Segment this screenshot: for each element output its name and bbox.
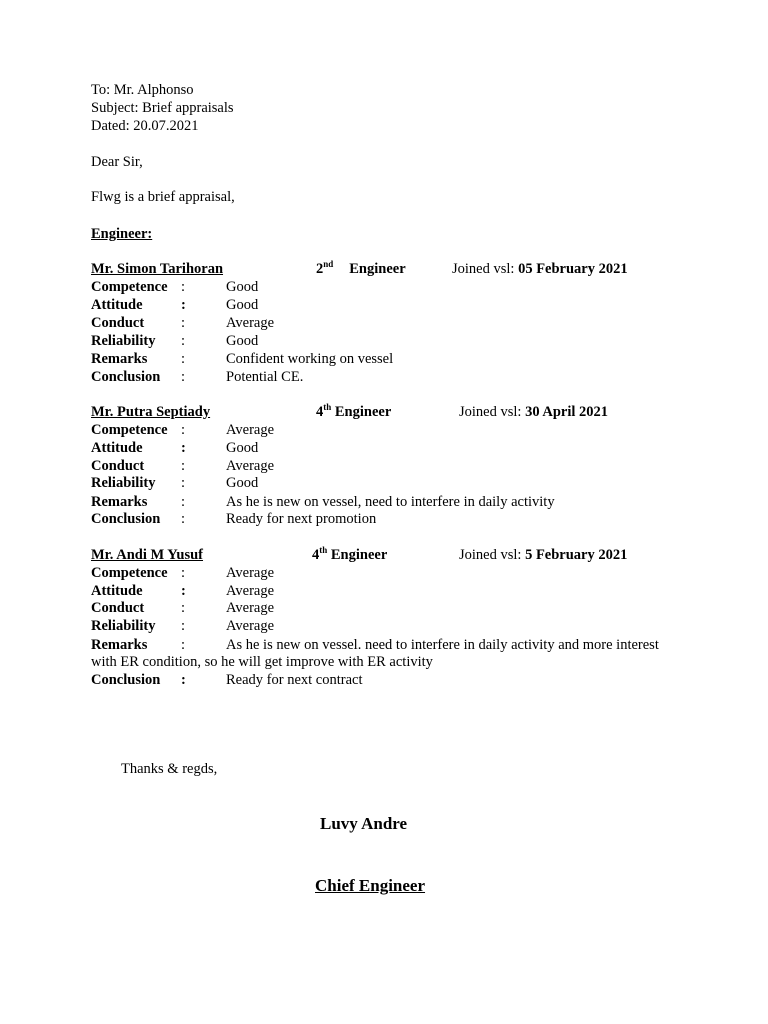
engineer-3-reliability: Average xyxy=(226,618,275,634)
colon: : xyxy=(181,458,186,474)
remarks-label: Remarks xyxy=(91,637,148,653)
remarks-label: Remarks xyxy=(91,494,148,510)
colon: : xyxy=(181,422,186,438)
engineer-1-rank: 2nd Engineer xyxy=(316,259,406,277)
engineer-1-conduct: Average xyxy=(226,315,275,331)
engineer-1-competence: Good xyxy=(226,279,259,295)
colon: : xyxy=(181,297,186,313)
competence-label: Competence xyxy=(91,279,168,295)
competence-label: Competence xyxy=(91,422,168,438)
colon: : xyxy=(181,440,186,456)
colon: : xyxy=(181,637,186,653)
engineer-2-remarks: As he is new on vessel, need to interfere in daily activity xyxy=(226,494,555,510)
colon: : xyxy=(181,511,186,527)
engineer-3-remarks-continued: with ER condition, so he will get improve with ER activity xyxy=(91,654,433,670)
colon: : xyxy=(181,315,186,331)
engineer-2-rank: 4th Engineer xyxy=(316,402,392,420)
colon: : xyxy=(181,333,186,349)
salutation: Dear Sir, xyxy=(91,154,143,170)
engineer-1-attitude: Good xyxy=(226,297,259,313)
colon: : xyxy=(181,369,186,385)
competence-label: Competence xyxy=(91,565,168,581)
colon: : xyxy=(181,565,186,581)
colon: : xyxy=(181,583,186,599)
engineer-2-conclusion: Ready for next promotion xyxy=(226,511,377,527)
conduct-label: Conduct xyxy=(91,600,145,616)
reliability-label: Reliability xyxy=(91,618,156,634)
signature-name: Luvy Andre xyxy=(320,814,408,833)
date-line: Dated: 20.07.2021 xyxy=(91,118,199,134)
engineer-2-conduct: Average xyxy=(226,458,275,474)
conduct-label: Conduct xyxy=(91,315,145,331)
engineer-1-remarks: Confident working on vessel xyxy=(226,351,394,367)
attitude-label: Attitude xyxy=(91,583,143,599)
engineer-1-conclusion: Potential CE. xyxy=(226,369,304,385)
conclusion-label: Conclusion xyxy=(91,672,161,688)
engineer-3-competence: Average xyxy=(226,565,275,581)
engineer-3-conclusion: Ready for next contract xyxy=(226,672,363,688)
engineer-2-attitude: Good xyxy=(226,440,259,456)
remarks-label: Remarks xyxy=(91,351,148,367)
intro-text: Flwg is a brief appraisal, xyxy=(91,189,235,205)
engineer-3-rank: 4th Engineer xyxy=(312,545,388,563)
engineer-2-name: Mr. Putra Septiady xyxy=(91,404,211,420)
colon: : xyxy=(181,475,186,491)
engineer-1-name: Mr. Simon Tarihoran xyxy=(91,261,224,277)
engineer-2-reliability: Good xyxy=(226,475,259,491)
conclusion-label: Conclusion xyxy=(91,369,161,385)
conduct-label: Conduct xyxy=(91,458,145,474)
colon: : xyxy=(181,279,186,295)
engineer-3-remarks: As he is new on vessel. need to interfere in daily activity and more interest xyxy=(226,637,659,653)
attitude-label: Attitude xyxy=(91,297,143,313)
colon: : xyxy=(181,494,186,510)
engineer-1-joined: Joined vsl: 05 February 2021 xyxy=(452,261,628,277)
section-heading: Engineer: xyxy=(91,226,153,242)
engineer-3-conduct: Average xyxy=(226,600,275,616)
closing-text: Thanks & regds, xyxy=(121,761,218,777)
colon: : xyxy=(181,618,186,634)
attitude-label: Attitude xyxy=(91,440,143,456)
engineer-3-name: Mr. Andi M Yusuf xyxy=(91,547,204,563)
engineer-2-joined: Joined vsl: 30 April 2021 xyxy=(459,404,609,420)
reliability-label: Reliability xyxy=(91,333,156,349)
colon: : xyxy=(181,600,186,616)
engineer-3-joined: Joined vsl: 5 February 2021 xyxy=(459,547,628,563)
reliability-label: Reliability xyxy=(91,475,156,491)
subject-line: Subject: Brief appraisals xyxy=(91,100,234,116)
to-line: To: Mr. Alphonso xyxy=(91,82,194,98)
colon: : xyxy=(181,672,186,688)
signature-title: Chief Engineer xyxy=(315,876,426,895)
conclusion-label: Conclusion xyxy=(91,511,161,527)
engineer-2-competence: Average xyxy=(226,422,275,438)
engineer-1-reliability: Good xyxy=(226,333,259,349)
engineer-3-attitude: Average xyxy=(226,583,275,599)
colon: : xyxy=(181,351,186,367)
